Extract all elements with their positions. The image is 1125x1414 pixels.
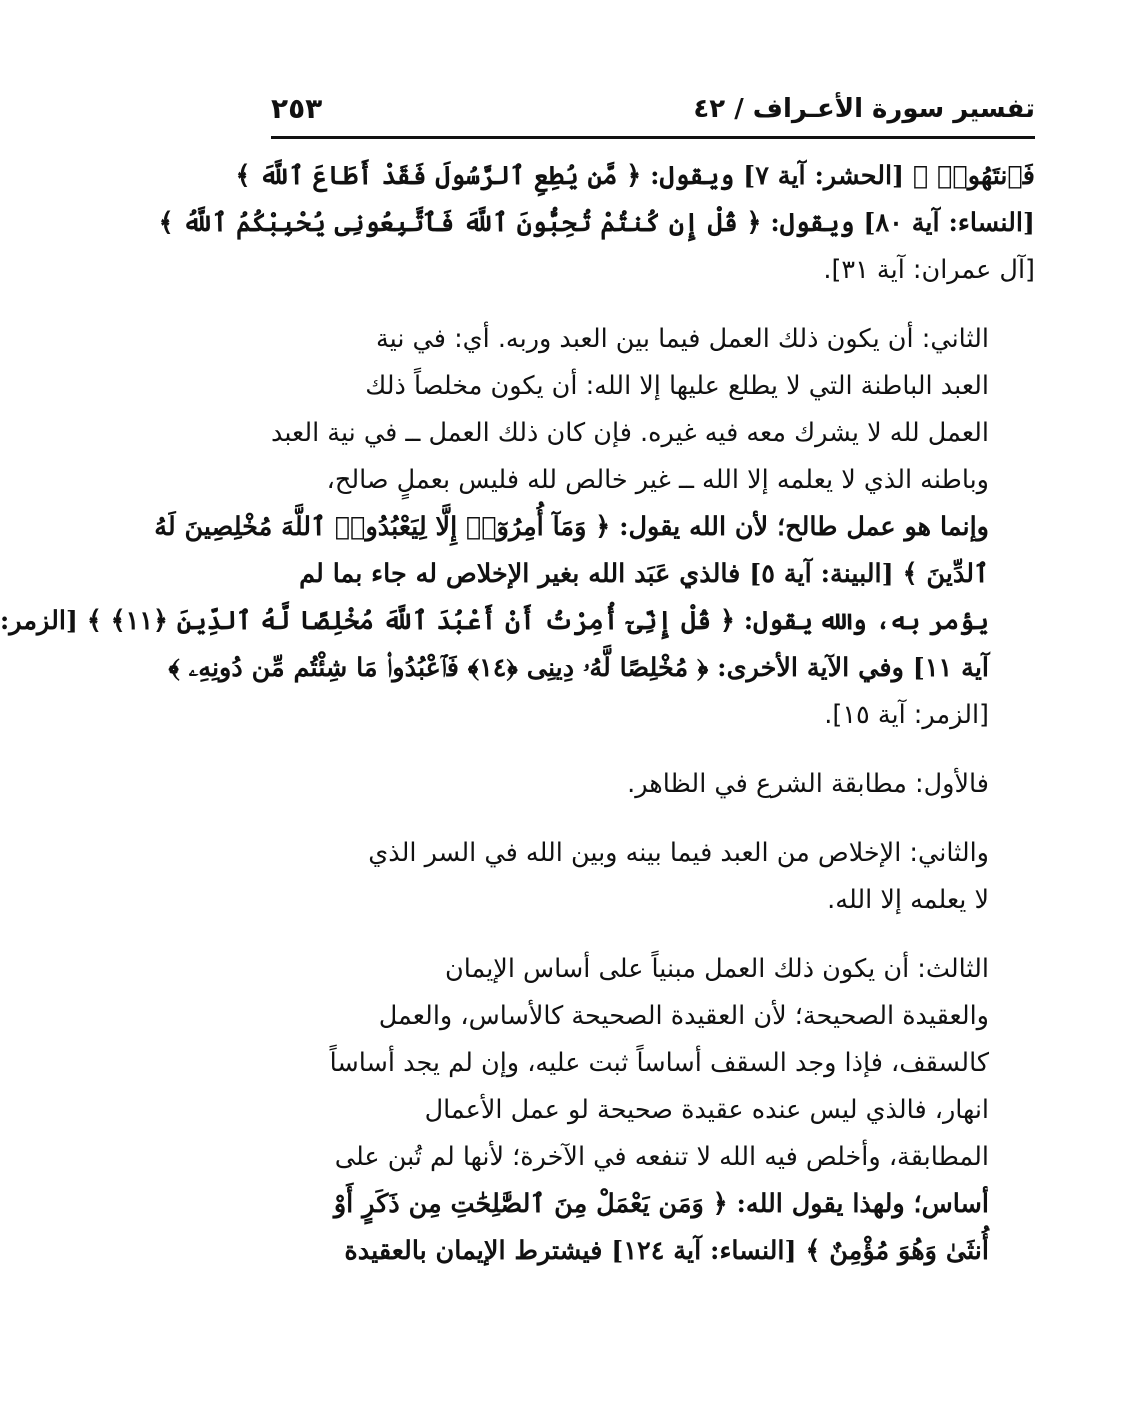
paragraph-second-summary [271,830,1035,924]
text-line: وباطنه الذي لا يعلمه إلا الله ــ غير خالص لله فليس بعملٍ صالح، [326,465,989,495]
paragraph-third-condition [271,946,1035,1275]
running-title: تفسير سورة الأعـراف / ٤٢ [693,94,1035,124]
page-header [271,86,1035,139]
paragraph-quran-citations [158,153,1035,294]
text-line: ٱلدِّينَ ﴾ [البينة: آية ٥] فالذي عَبَد الله بغير الإخلاص له جاء بما لم [299,559,989,589]
text-line: [النساء: آية ٨٠] ويقول: ﴿ قُلْ إِن كُنتُمْ تُحِبُّونَ ٱللَّهَ فَٱتَّبِعُونِى يُحْبِبْكُمُ ٱللَّهُ ﴾ [158,208,1035,238]
text-line: لا يعلمه إلا الله. [827,885,989,915]
text-line: انهار، فالذي ليس عنده عقيدة صحيحة لو عمل الأعمال [424,1095,989,1125]
text-line: آية ١١] وفي الآية الأخرى: ﴿ مُخْلِصًا لَّهُۥ دِينِى ﴿١٤﴾ فَٱعْبُدُوا۟ مَا شِئْتُم مِّن دُونِهِۦ ﴾ [168,653,989,683]
page-number: ٢٥٣ [271,92,323,125]
text-line: فَٱنتَهُوا۟ ﴾ [الحشر: آية ٧] ويقول: ﴿ مَّن يُطِعِ ٱلرَّسُولَ فَقَدْ أَطَاعَ ٱللَّهَ ﴾ [235,161,1035,191]
paragraph-second-condition [0,316,1035,739]
text-line: [آل عمران: آية ٣١]. [823,255,1035,285]
book-page [0,86,1035,1297]
text-line: وإنما هو عمل طالح؛ لأن الله يقول: ﴿ وَمَآ أُمِرُوٓا۟ إِلَّا لِيَعْبُدُوا۟ ٱللَّهَ مُخْلِصِينَ لَهُ [154,512,989,542]
paragraph-first-summary [271,761,1035,808]
text-line: كالسقف، فإذا وجد السقف أساساً ثبت عليه، وإن لم يجد أساساً [329,1048,989,1078]
text-line: والعقيدة الصحيحة؛ لأن العقيدة الصحيحة كالأساس، والعمل [378,1001,989,1031]
text-line: المطابقة، وأخلص فيه الله لا تنفعه في الآخرة؛ لأنها لم تُبن على [334,1142,989,1172]
text-line: [الزمر: آية ١٥]. [824,700,989,730]
text-line: الثاني: أن يكون ذلك العمل فيما بين العبد وربه. أي: في نية [375,324,989,354]
page-body [0,139,1035,1275]
text-line: والثاني: الإخلاص من العبد فيما بينه وبين الله في السر الذي [368,838,989,868]
text-line: يؤمر به، والله يقول: ﴿ قُلْ إِنِّىٓ أُمِرْتُ أَنْ أَعْبُدَ ٱللَّهَ مُخْلِصًا لَّهُ ٱلدِّينَ ﴿١١﴾ ﴾ [الزمر: [0,606,989,636]
text-line: أُنثَىٰ وَهُوَ مُؤْمِنٌ ﴾ [النساء: آية ١٢٤] فيشترط الإيمان بالعقيدة [344,1236,989,1266]
text-line: العمل لله لا يشرك معه فيه غيره. فإن كان ذلك العمل ــ في نية العبد [270,418,989,448]
text-line: الثالث: أن يكون ذلك العمل مبنياً على أساس الإيمان [444,954,989,984]
text-line: العبد الباطنة التي لا يطلع عليها إلا الله: أن يكون مخلصاً ذلك [365,371,989,401]
text-line: فالأول: مطابقة الشرع في الظاهر. [627,769,989,799]
text-line: أساس؛ ولهذا يقول الله: ﴿ وَمَن يَعْمَلْ مِنَ ٱلصَّٰلِحَٰتِ مِن ذَكَرٍ أَوْ [333,1189,989,1219]
